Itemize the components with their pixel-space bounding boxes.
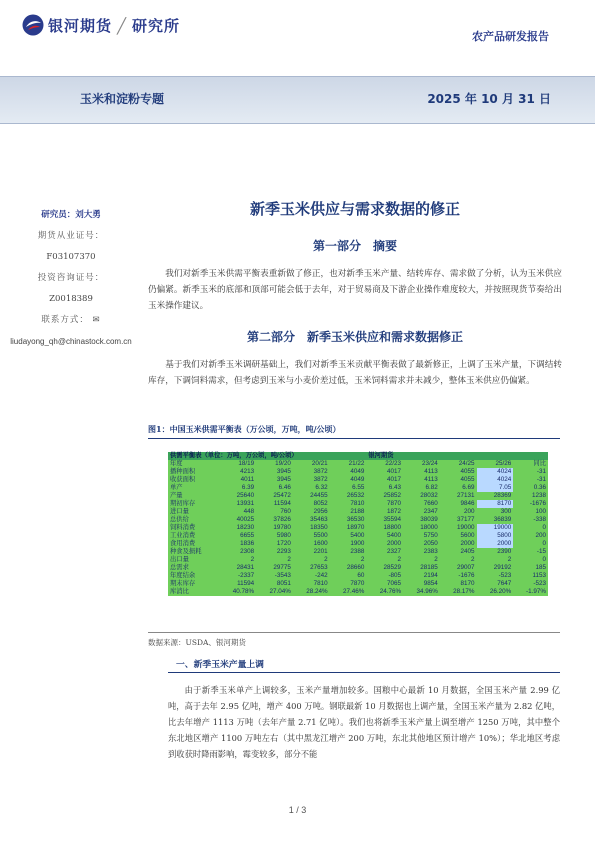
table-cell: 2956 [313, 508, 328, 515]
table-cell: 2000 [387, 540, 402, 547]
table-cell: 2388 [350, 548, 365, 555]
consult-number: Z0018389 [49, 294, 93, 304]
table-cell: 2308 [240, 548, 255, 555]
table-cell: 6.46 [278, 484, 291, 491]
table-cell: 37177 [457, 516, 475, 523]
section1-heading: 一、新季玉米产量上调 [176, 660, 264, 670]
table-cell: 3945 [276, 476, 291, 483]
table-cell: 5600 [460, 532, 475, 539]
table-row [168, 580, 548, 588]
table-cell: 8170 [460, 580, 475, 587]
balance-sheet-table [168, 452, 548, 596]
table-cell: 4055 [460, 468, 475, 475]
table-cell: 6.43 [388, 484, 402, 491]
table-cell: 18970 [346, 524, 365, 531]
analyst-email[interactable]: liudayong_qh@chinastock.com.cn [10, 337, 132, 346]
table-cell: 2 [360, 556, 365, 563]
contact-row [10, 315, 132, 326]
table-cell: 2327 [387, 548, 402, 555]
table-cell: 1900 [350, 540, 365, 547]
table-cell: 6.82 [425, 484, 438, 491]
table-cell: 2000 [460, 540, 475, 547]
table-cell: 9854 [423, 580, 438, 587]
table-row [168, 468, 548, 476]
main-content [148, 198, 562, 389]
table-cell: 6.55 [352, 484, 365, 491]
year-cell: 22/23 [385, 460, 402, 467]
table-cell: -523 [498, 572, 512, 579]
table-cell: -3543 [274, 572, 291, 579]
table-cell: 2390 [497, 548, 512, 555]
row-label: 种食及损耗 [170, 548, 202, 555]
table-cell: 2050 [423, 540, 438, 547]
table-cell: 18800 [383, 524, 402, 531]
table-cell: 2 [434, 556, 438, 563]
table-cell: 1720 [276, 540, 291, 547]
table-row [168, 572, 548, 580]
table-cell: 28660 [346, 564, 365, 571]
year-cell: 同比 [533, 460, 546, 467]
table-cell: 4049 [350, 468, 365, 475]
table-cell: 28.24% [306, 588, 328, 595]
table-cell: 6.32 [315, 484, 328, 491]
row-label: 期末库存 [170, 580, 196, 587]
table-cell: 0 [542, 556, 546, 563]
envelope-icon: ✉ [88, 315, 101, 325]
table-cell: 2201 [313, 548, 328, 555]
table-cell: 4017 [387, 476, 402, 483]
year-cell: 23/24 [422, 460, 438, 467]
table-cell: 8051 [276, 580, 291, 587]
table-cell: -31 [536, 476, 546, 483]
table-cell: 2347 [423, 508, 438, 515]
year-cell: 21/22 [348, 460, 365, 467]
report-title: 新季玉米供应与需求数据的修正 [249, 200, 460, 218]
table-cell: 34.96% [416, 588, 438, 595]
table-cell: 29192 [493, 564, 512, 571]
table-cell: 4011 [240, 476, 255, 483]
row-label: 库消比 [170, 588, 189, 595]
table-cell: 29775 [273, 564, 291, 571]
row-label: 年度结余 [170, 572, 196, 579]
year-cell: 24/25 [458, 460, 475, 467]
table-cell: 7810 [350, 500, 365, 507]
table-cell: 7647 [497, 580, 512, 587]
table-cell: 27653 [310, 564, 328, 571]
year-cell: 19/20 [275, 460, 291, 467]
page-number: 1 / 3 [288, 805, 307, 815]
table-cell: 25472 [273, 492, 291, 499]
table-cell: 19000 [477, 524, 514, 532]
table-cell: -15 [536, 548, 546, 555]
table-cell: 2 [507, 556, 512, 563]
table-cell: 0 [542, 540, 546, 547]
table-cell: 4049 [350, 476, 365, 483]
table-cell: 3872 [313, 468, 328, 475]
table-cell: 19000 [457, 524, 475, 531]
table-cell: 27131 [457, 492, 475, 499]
table-cell: 2194 [423, 572, 438, 579]
table-cell: 5400 [387, 532, 402, 539]
table-row [168, 492, 548, 500]
table-row [168, 484, 548, 492]
table-cell: 4113 [424, 476, 438, 483]
table-cell: 7870 [350, 580, 365, 587]
table-row [168, 500, 548, 508]
table-cell: 4113 [424, 468, 438, 475]
table-cell: 19780 [273, 524, 291, 531]
table-cell: 25852 [383, 492, 402, 499]
table-cell: 3945 [276, 468, 291, 475]
row-label: 产量 [170, 492, 183, 499]
table-cell: 5980 [276, 532, 291, 539]
table-cell: 11594 [273, 500, 291, 507]
year-cell: 20/21 [311, 460, 328, 467]
part1-heading: 第一部分 摘要 [312, 239, 397, 253]
table-cell: -338 [533, 516, 546, 523]
page-header [0, 0, 595, 52]
table-cell: 2 [397, 556, 402, 563]
table-cell: -2337 [238, 572, 255, 579]
table-cell: 1238 [531, 492, 546, 499]
revision-paragraph: 基于我们对新季玉米调研基础上，我们对新季玉米贡献平衡表做了最新修正，上调了玉米产量，下调结转库存，下调饲料需求，但考虑到玉米与小麦价差过低，玉米饲料需求并未减少，整体玉米供应仍偏紧。 [148, 360, 562, 386]
table-cell: 2383 [423, 548, 438, 555]
table-cell: 60 [357, 572, 365, 579]
table-row [168, 556, 548, 564]
table-row [168, 548, 548, 556]
table-header-row [168, 452, 548, 460]
table-cell: 7065 [387, 580, 402, 587]
row-label: 饲料消费 [170, 524, 196, 531]
table-brand-cell: 银河期货 [366, 452, 548, 460]
table-row [168, 532, 548, 540]
table-cell: -242 [314, 572, 328, 579]
table-cell: 2000 [477, 540, 514, 548]
table-cell: 2 [287, 556, 291, 563]
table-cell: 37826 [273, 516, 291, 523]
table-cell: 2 [471, 556, 475, 563]
section1-divider [168, 672, 560, 673]
row-label: 出口量 [170, 556, 189, 563]
table-cell: 4213 [240, 468, 255, 475]
table-cell: 100 [535, 508, 546, 515]
table-cell: 7870 [387, 500, 402, 507]
table-cell: 40.78% [232, 588, 255, 595]
year-cell: 18/19 [238, 460, 255, 467]
table-cell: 13931 [236, 500, 255, 507]
table-cell: 5800 [477, 532, 514, 540]
table-cell: 200 [464, 508, 475, 515]
table-cell: 26.20% [489, 588, 512, 595]
table-cell: -1676 [458, 572, 475, 579]
table-cell: 29007 [457, 564, 475, 571]
report-type: 农产品研发报告 [472, 30, 549, 43]
license-number: F03107370 [46, 252, 96, 262]
table-cell: 7810 [313, 580, 328, 587]
galaxy-logo-icon [22, 14, 44, 36]
table-cell: 11594 [237, 580, 255, 587]
license-label: 期货从业证号： [37, 231, 105, 241]
table-cell: 1153 [532, 572, 546, 579]
table-cell: 6655 [240, 532, 255, 539]
row-label: 总需求 [170, 564, 189, 571]
table-cell: 27.46% [342, 588, 365, 595]
analyst-name: 研究员：刘大勇 [41, 210, 101, 220]
row-label: 收获面积 [170, 476, 196, 483]
table-cell: 3872 [313, 476, 328, 483]
row-label: 进口量 [170, 508, 189, 515]
part2-heading: 第二部分 新季玉米供应和需求数据修正 [246, 330, 463, 344]
table-year-row [168, 460, 548, 468]
table-cell: 2188 [350, 508, 365, 515]
table-cell: 200 [535, 532, 546, 539]
table-cell: 4017 [387, 468, 402, 475]
row-label: 播种面积 [170, 468, 196, 475]
table-cell: 28185 [420, 564, 438, 571]
summary-paragraph: 我们对新季玉米供需平衡表重新做了修正，也对新季玉米产量、结转库存、需求做了分析，认为玉米供应仍偏紧。新季玉米的底部和顶部可能会低于去年，对于贸易商及下游企业操作难度较大，并按照现货节奏给出玉米操作建议。 [148, 269, 562, 311]
table-cell: 2293 [276, 548, 291, 555]
table-cell: 28431 [236, 564, 255, 571]
report-date: 2025 年 10 月 31 日 [427, 92, 551, 106]
table-row [168, 508, 548, 516]
table-cell: 26532 [346, 492, 365, 499]
data-source: 数据来源：USDA、银河期货 [148, 632, 560, 648]
table-cell: 28369 [493, 492, 512, 499]
table-cell: 1872 [387, 508, 402, 515]
table-cell: 40025 [236, 516, 255, 523]
table-cell: -523 [533, 580, 546, 587]
balance-table-wrap [168, 452, 548, 596]
table-cell: 2405 [460, 548, 475, 555]
table-cell: -1.97% [526, 588, 546, 595]
year-cell: 25/26 [495, 460, 512, 467]
table-cell: 5500 [313, 532, 328, 539]
table-cell: 18000 [420, 524, 438, 531]
table-row [168, 516, 548, 524]
brand-name: 银河期货 ╱ 研究所 [48, 17, 181, 35]
table-cell: 18230 [236, 524, 255, 531]
table-cell: 1600 [313, 540, 328, 547]
table-cell: 9846 [460, 500, 475, 507]
table-cell: 28529 [383, 564, 402, 571]
table-cell: 7.05 [477, 484, 514, 492]
table-cell: 300 [500, 508, 512, 515]
table-cell: 1836 [240, 540, 255, 547]
table-cell: 5750 [423, 532, 438, 539]
table-cell: -31 [536, 468, 546, 475]
table-title-cell: 供需平衡表（单位：万吨，万公顷，吨/公顷） [168, 452, 366, 460]
table-row [168, 476, 548, 484]
table-cell: 28032 [420, 492, 438, 499]
table-cell: 24.76% [379, 588, 402, 595]
row-label: 工业消费 [170, 532, 196, 539]
table-row [168, 588, 548, 596]
table-cell: 2 [324, 556, 328, 563]
row-label: 总供给 [170, 516, 189, 523]
table-cell: 5400 [350, 532, 365, 539]
table-cell: 4024 [477, 476, 514, 484]
table-cell: 4024 [477, 468, 514, 476]
table-cell: 0 [542, 524, 546, 531]
table-cell: 6.39 [241, 484, 255, 491]
row-label: 食用消费 [170, 540, 196, 547]
contact-label: 联系方式： [41, 315, 89, 325]
table-cell: 38039 [420, 516, 438, 523]
table-row [168, 540, 548, 548]
section1-paragraph: 由于新季玉米单产上调较多，玉米产量增加较多。国粮中心最新 10 月数据，全国玉米产量 2.99 亿吨，高于去年 2.95 亿吨，增产 400 万吨。钢联最新 10 月数据也上调产量，全国玉米产量为 2.82 亿吨，比去年增产 1113 万吨（去年产量 2.71 亿吨）。我们也将新季玉米产量上调至增产 1250 万吨，其中整个东北地区增产 1100 万吨左右（其中黑龙江增产 200 万吨，东北其他地区预计增产 10%）；华北地区考虑到收获时降雨影响，霉变较多，部分不能 [168, 685, 560, 759]
table-cell: 36839 [493, 516, 512, 523]
table-cell: 28.17% [453, 588, 475, 595]
table-cell: 18350 [310, 524, 328, 531]
table-cell: 4055 [460, 476, 475, 483]
table-cell: 35594 [383, 516, 402, 523]
table-cell: 6.69 [462, 484, 475, 491]
figure-title: 图1：中国玉米供需平衡表（万公顷，万吨，吨/公顷） [148, 424, 560, 439]
table-cell: -805 [388, 572, 402, 579]
table-row [168, 564, 548, 572]
analyst-sidebar [10, 210, 132, 357]
table-cell: 25640 [236, 492, 255, 499]
table-cell: 0.36 [533, 484, 546, 491]
table-cell: 760 [280, 508, 291, 515]
table-row [168, 524, 548, 532]
table-cell: 185 [535, 564, 546, 571]
table-cell: 36530 [346, 516, 365, 523]
topic-title: 玉米和淀粉专题 [80, 92, 165, 106]
row-label: 年度 [170, 460, 183, 467]
consult-label: 投资咨询证号： [37, 273, 105, 283]
table-cell: 24455 [310, 492, 328, 499]
row-label: 期初库存 [170, 500, 196, 507]
table-cell: 7660 [423, 500, 438, 507]
table-cell: -1676 [529, 500, 546, 507]
table-cell: 27.04% [269, 588, 291, 595]
table-cell: 2 [250, 556, 255, 563]
table-cell: 448 [243, 508, 255, 515]
table-cell: 8052 [313, 500, 328, 507]
table-cell: 35463 [310, 516, 328, 523]
row-label: 单产 [170, 484, 183, 491]
table-cell: 8170 [477, 500, 514, 508]
